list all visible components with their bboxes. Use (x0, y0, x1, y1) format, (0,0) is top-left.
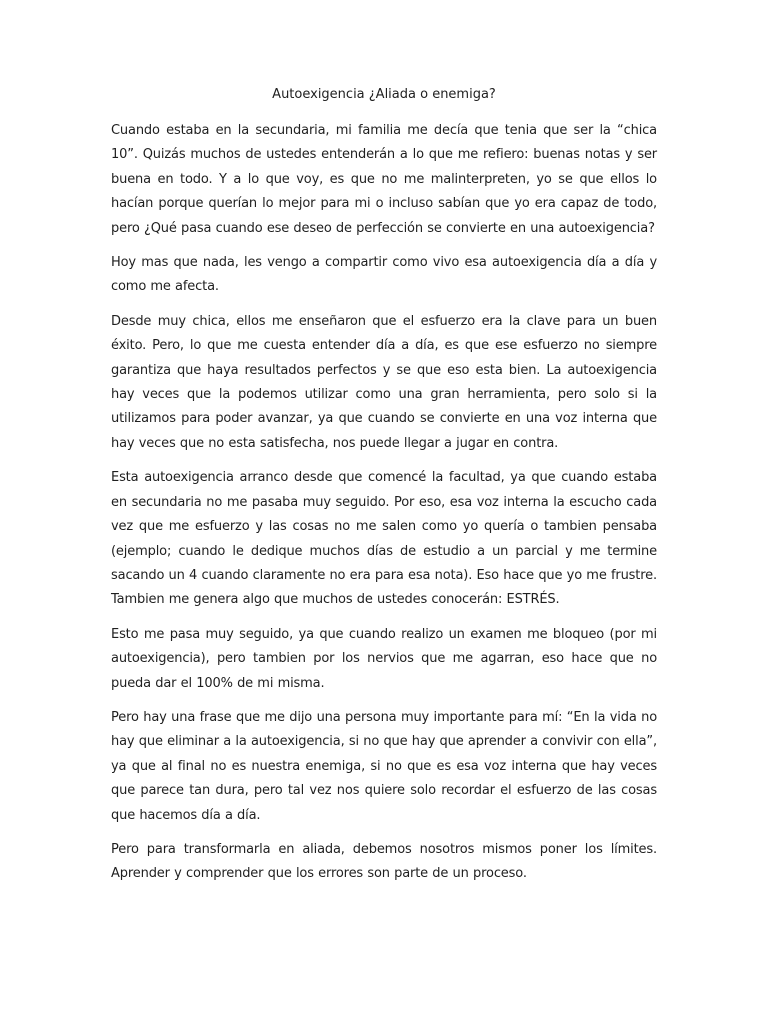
paragraph-7: Pero para transformarla en aliada, debemos nosotros mismos poner los límites. Aprender y comprender que los errores son parte de un proceso. (111, 841, 657, 882)
paragraph-6: Pero hay una frase que me dijo una persona muy importante para mí: “En la vida no hay que eliminar a la autoexigencia, si no que hay que aprender a convivir con ella”, ya que al final no es nuestra enemiga, si no que es esa voz interna que hay veces que parece tan dura, pero tal vez nos quiere solo recordar el esfuerzo de las cosas que hacemos día a día. (111, 709, 657, 823)
paragraph-2: Hoy mas que nada, les vengo a compartir como vivo esa autoexigencia día a día y como me afecta. (111, 255, 657, 295)
document-body (111, 119, 657, 897)
paragraph-5: Esto me pasa muy seguido, ya que cuando realizo un examen me bloqueo (por mi autoexigencia), pero tambien por los nervios que me agarran, eso hace que no pueda dar el 100% de mi misma. (111, 626, 657, 691)
paragraph-1: Cuando estaba en la secundaria, mi familia me decía que tenia que ser la “chica 10”. Quizás muchos de ustedes entenderán a lo que me refiero: buenas notas y ser buena en todo. Y a lo que voy, es que no me malinterpreten, yo se que ellos lo hacían porque querían lo mejor para mi o incluso sabían que yo era capaz de todo, pero ¿Qué pasa cuando ese deseo de perfección se convierte en una autoexigencia? (111, 123, 657, 236)
paragraph-4: Esta autoexigencia arranco desde que comencé la facultad, ya que cuando estaba en secundaria no me pasaba muy seguido. Por eso, esa voz interna la escucho cada vez que me esfuerzo y las cosas no me salen como yo quería o tambien pensaba (ejemplo; cuando le dedique muchos días de estudio a un parcial y me termine sacando un 4 cuando claramente no era para esa nota). Eso hace que yo me frustre. Tambien me genera algo que muchos de ustedes conocerán: ESTRÉS. (111, 470, 657, 608)
paragraph-3: Desde muy chica, ellos me enseñaron que el esfuerzo era la clave para un buen éxito. Pero, lo que me cuesta entender día a día, es que ese esfuerzo no siempre garantiza que haya resultados perfectos y se que eso esta bien. La autoexigencia hay veces que la podemos utilizar como una gran herramienta, pero solo si la utilizamos para poder avanzar, ya que cuando se convierte en una voz interna que hay veces que no esta satisfecha, nos puede llegar a jugar en contra. (111, 313, 657, 451)
document-title: Autoexigencia ¿Aliada o enemiga? (272, 87, 496, 102)
